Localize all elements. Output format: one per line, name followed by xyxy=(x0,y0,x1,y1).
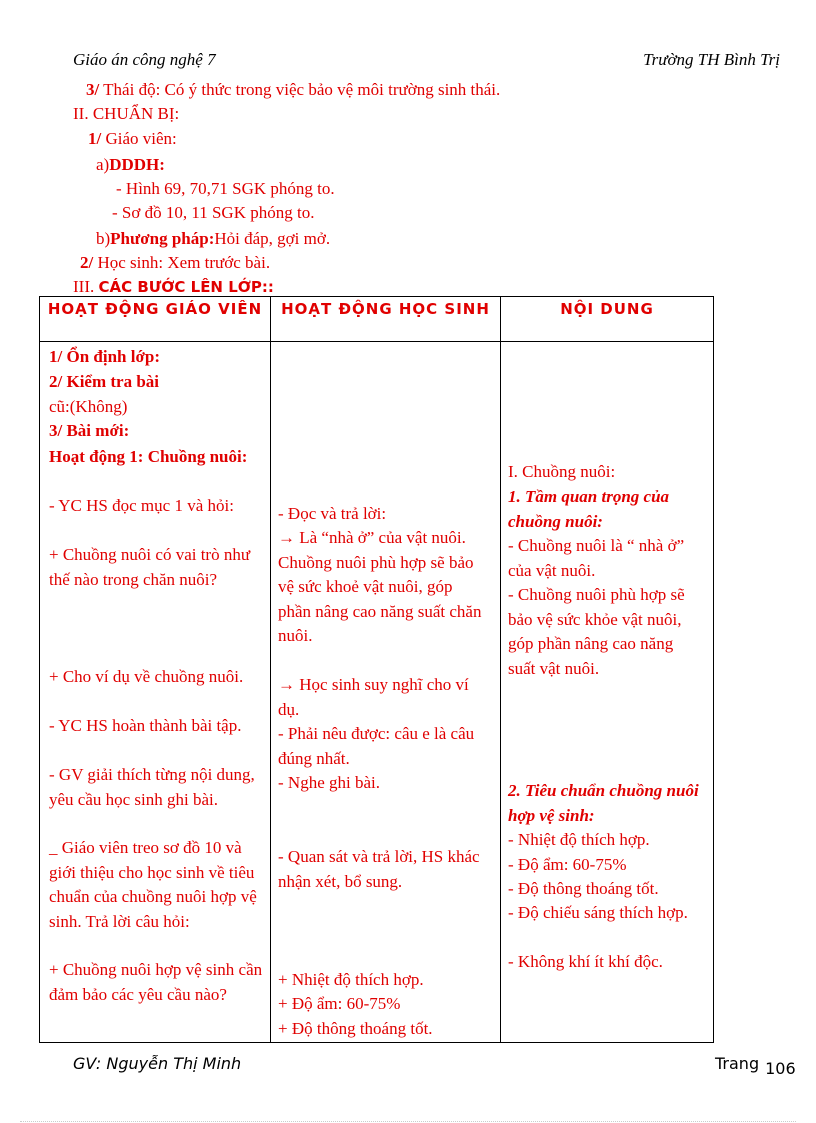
giao-vien-line xyxy=(88,129,177,149)
table-body-row xyxy=(40,342,714,1043)
teacher-p7: + Chuồng nuôi hợp vệ sinh cần đảm bảo các yêu cầu nào? xyxy=(49,960,263,1004)
content-c2: 1. Tầm quan trọng của chuồng nuôi: xyxy=(508,487,670,531)
content-c8: - Độ thông thoáng tốt. xyxy=(508,879,659,898)
student-s5: - Nghe ghi bài. xyxy=(278,773,380,792)
footer-page xyxy=(715,1054,796,1078)
teacher-p3: + Cho ví dụ về chuồng nuôi. xyxy=(49,667,244,686)
footer-teacher: GV: Nguyễn Thị Minh xyxy=(73,1054,242,1073)
student-s6: - Quan sát và trả lời, HS khác nhận xét, bổ sung. xyxy=(278,847,480,891)
bottom-divider xyxy=(20,1121,796,1122)
student-s7: + Nhiệt độ thích hợp. xyxy=(278,970,424,989)
dddh-prefix: a) xyxy=(96,155,110,174)
student-s2: → Là “nhà ở” của vật nuôi. Chuồng nuôi phù hợp sẽ bảo vệ sức khoẻ vật nuôi, góp phần nâng cao năng suất chăn nuôi. xyxy=(278,528,482,645)
content-c9: - Độ chiếu sáng thích hợp. xyxy=(508,903,688,922)
content-c3: - Chuồng nuôi là “ nhà ở” của vật nuôi. xyxy=(508,536,685,580)
header-teacher: HOẠT ĐỘNG GIÁO VIÊN xyxy=(40,297,271,342)
student-s1: - Đọc và trả lời: xyxy=(278,504,387,523)
student-s4: - Phải nêu được: câu e là câu đúng nhất. xyxy=(278,724,475,768)
dddh-line xyxy=(96,155,165,175)
kiem-tra-bai-cu: cũ:(Không) xyxy=(49,397,128,416)
giao-vien-label: 1/ xyxy=(88,129,102,148)
thai-do-line xyxy=(86,80,500,100)
content-c1: I. Chuồng nuôi: xyxy=(508,462,616,481)
pp-prefix: b) xyxy=(96,229,111,248)
thai-do-text: Thái độ: Có ý thức trong việc bảo vệ môi trường sinh thái. xyxy=(99,80,501,99)
header-content: NỘI DUNG xyxy=(501,297,714,342)
teacher-p1: - YC HS đọc mục 1 và hỏi: xyxy=(49,496,234,515)
teacher-p6: _ Giáo viên treo sơ đồ 10 và giới thiệu cho học sinh về tiêu chuẩn của chuồng nuôi hợp vệ sinh. Trả lời câu hỏi: xyxy=(49,838,257,931)
content-c6: - Nhiệt độ thích hợp. xyxy=(508,830,650,849)
lesson-table xyxy=(39,296,714,1043)
cac-buoc-line xyxy=(73,277,274,297)
student-s9: + Độ thông thoáng tốt. xyxy=(278,1019,433,1038)
content-c10: - Không khí ít khí độc. xyxy=(508,952,663,971)
pp-text: Hỏi đáp, gợi mở. xyxy=(214,229,331,248)
header-student: HOẠT ĐỘNG HỌC SINH xyxy=(271,297,501,342)
giao-vien-text: Giáo viên: xyxy=(101,129,177,148)
hoc-sinh-label: 2/ xyxy=(80,253,94,272)
teacher-p4: - YC HS hoàn thành bài tập. xyxy=(49,716,242,735)
on-dinh-lop: 1/ Ổn định lớp: xyxy=(49,347,160,366)
header-left: Giáo án công nghệ 7 xyxy=(73,50,216,69)
dddh-label: DDDH: xyxy=(109,155,165,174)
hoc-sinh-line xyxy=(80,253,270,273)
table-header-row xyxy=(40,297,714,342)
footer-page-number: 106 xyxy=(765,1059,796,1078)
cac-buoc-prefix: III. xyxy=(73,277,99,296)
dddh-item-1: - Hình 69, 70,71 SGK phóng to. xyxy=(116,179,335,198)
thai-do-label: 3/ xyxy=(86,80,100,99)
pp-label: Phương pháp: xyxy=(110,229,215,248)
student-cell xyxy=(271,342,501,1043)
cac-buoc-label: CÁC BƯỚC LÊN LỚP:: xyxy=(98,278,274,296)
content-cell xyxy=(501,342,714,1043)
kiem-tra-bai: 2/ Kiểm tra bài xyxy=(49,372,160,391)
chuan-bi-heading: II. CHUẨN BỊ: xyxy=(73,104,180,123)
student-s3: → Học sinh suy nghĩ cho ví dụ. xyxy=(278,675,469,719)
hoc-sinh-text: Học sinh: Xem trước bài. xyxy=(93,253,271,272)
bai-moi: 3/ Bài mới: xyxy=(49,421,130,440)
content-c5: 2. Tiêu chuẩn chuồng nuôi hợp vệ sinh: xyxy=(508,781,699,825)
hoat-dong-1: Hoạt động 1: Chuồng nuôi: xyxy=(49,447,248,466)
content-c7: - Độ ẩm: 60-75% xyxy=(508,855,627,874)
content-c4: - Chuồng nuôi phù hợp sẽ bảo vệ sức khỏe vật nuôi, góp phần nâng cao năng suất vật nuôi. xyxy=(508,585,685,678)
teacher-p5: - GV giải thích từng nội dung, yêu cầu học sinh ghi bài. xyxy=(49,765,255,809)
teacher-p2: + Chuồng nuôi có vai trò như thế nào trong chăn nuôi? xyxy=(49,545,251,589)
dddh-item-2: - Sơ đồ 10, 11 SGK phóng to. xyxy=(112,203,315,222)
phuong-phap-line xyxy=(96,229,330,249)
header-right: Trường TH Bình Trị xyxy=(643,50,780,69)
footer-page-label: Trang xyxy=(715,1054,760,1073)
student-s8: + Độ ẩm: 60-75% xyxy=(278,994,401,1013)
teacher-cell xyxy=(40,342,271,1043)
